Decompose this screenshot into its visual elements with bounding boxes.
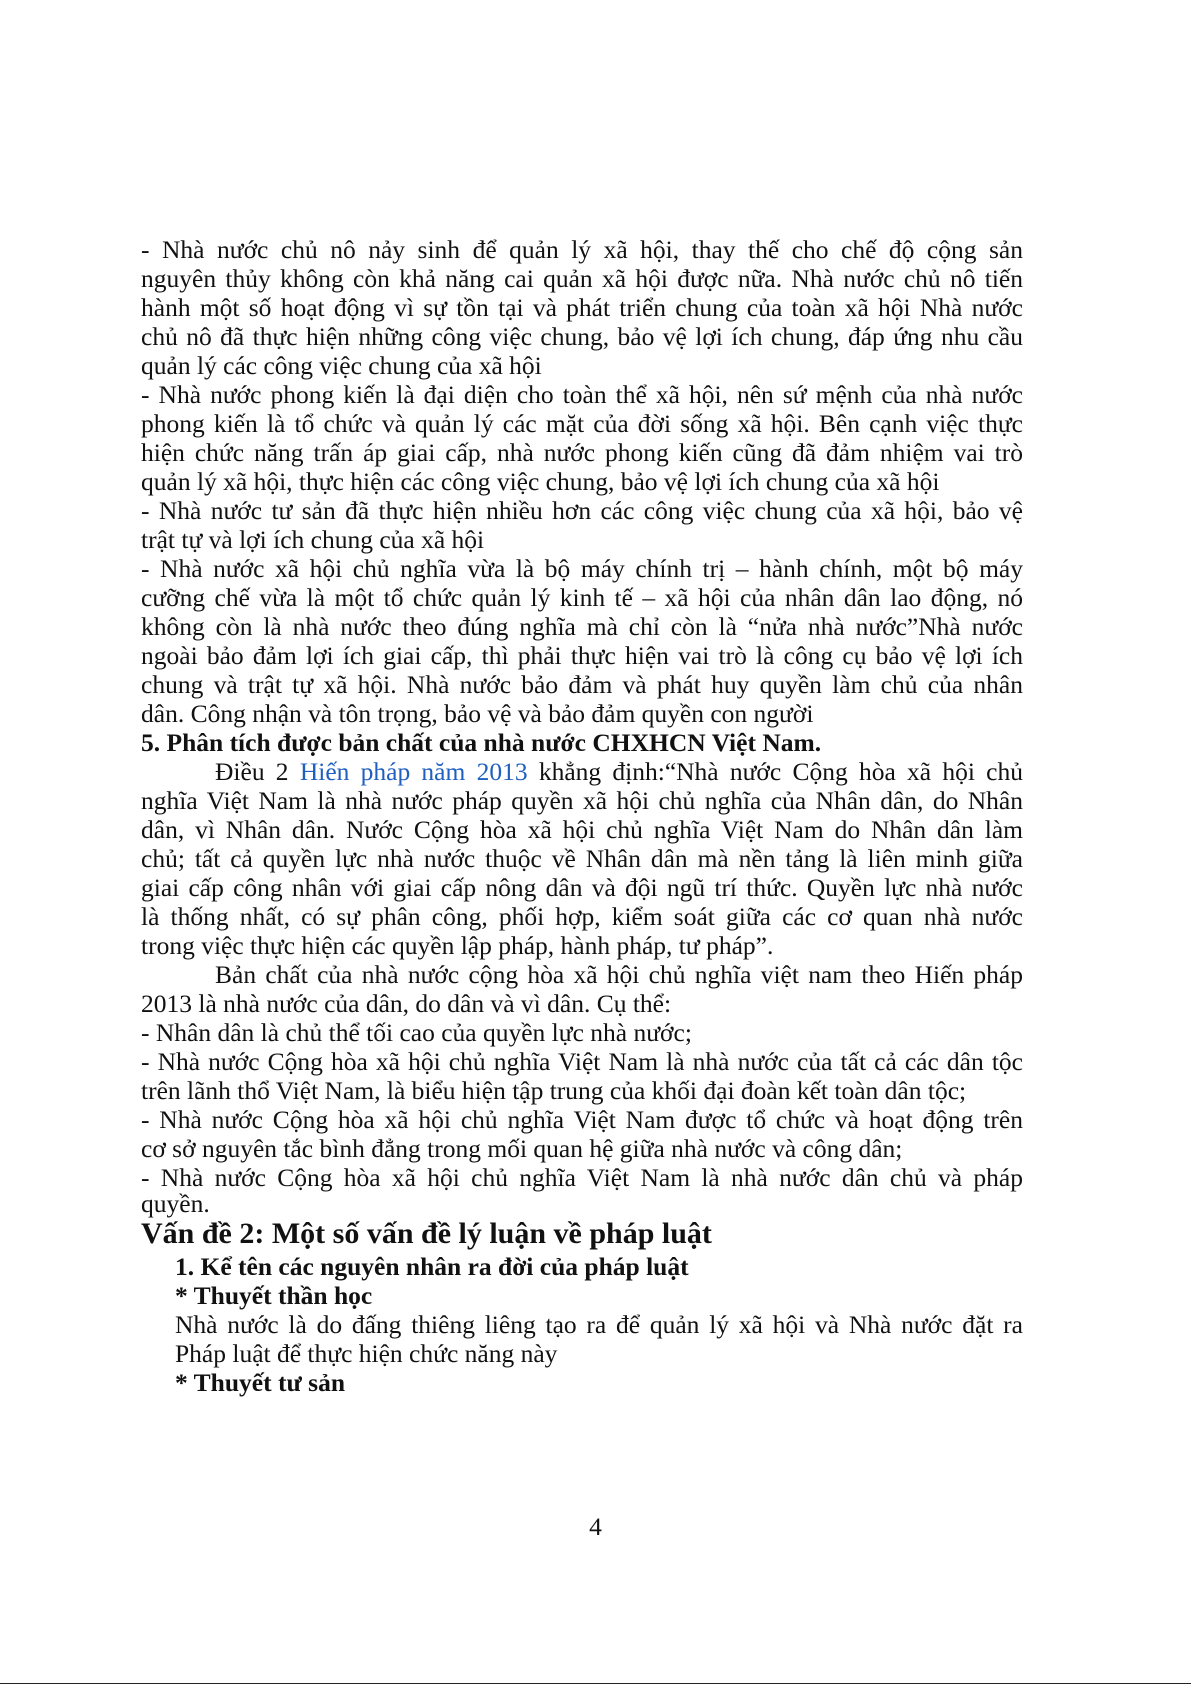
bullet-line: quyền.	[141, 1189, 210, 1218]
paragraph-line: ngoài bảo đảm lợi ích giai cấp, thì phải thực hiện vai trò là công cụ bảo vệ lợi ích	[141, 641, 1023, 670]
paragraph-line: Bản chất của nhà nước cộng hòa xã hội chủ nghĩa việt nam theo Hiến pháp	[215, 960, 1023, 989]
paragraph-line: - Nhà nước phong kiến là đại diện cho toàn thể xã hội, nên sứ mệnh của nhà nước	[141, 380, 1023, 409]
paragraph-line: trong việc thực hiện các quyền lập pháp, hành pháp, tư pháp”.	[141, 931, 774, 960]
bullet-line: - Nhân dân là chủ thể tối cao của quyền lực nhà nước;	[141, 1018, 692, 1047]
paragraph-line: chủ; tất cả quyền lực nhà nước thuộc về Nhân dân mà nền tảng là liên minh giữa	[141, 844, 1023, 873]
paragraph-line: phong kiến là tổ chức và quản lý các mặt của đời sống xã hội. Bên cạnh việc thực	[141, 409, 1023, 438]
paragraph-line: - Nhà nước xã hội chủ nghĩa vừa là bộ máy chính trị – hành chính, một bộ máy	[141, 554, 1023, 583]
question-1-heading: 1. Kể tên các nguyên nhân ra đời của pháp luật	[175, 1252, 689, 1281]
paragraph-line: - Nhà nước tư sản đã thực hiện nhiều hơn các công việc chung của xã hội, bảo vệ	[141, 496, 1023, 525]
theology-heading: * Thuyết thần học	[175, 1281, 373, 1310]
paragraph-line: nghĩa Việt Nam là nhà nước pháp quyền xã hội chủ nghĩa của Nhân dân, do Nhân	[141, 786, 1023, 815]
bourgeois-heading: * Thuyết tư sản	[175, 1368, 345, 1397]
paragraph-line: không còn là nhà nước theo đúng nghĩa mà chỉ còn là “nửa nhà nước”Nhà nước	[141, 612, 1023, 641]
paragraph-line: dân. Công nhận và tôn trọng, bảo vệ và bảo đảm quyền con người	[141, 699, 814, 728]
bullet-line: - Nhà nước Cộng hòa xã hội chủ nghĩa Việt Nam là nhà nước dân chủ và pháp	[141, 1163, 1023, 1192]
article-2-prefix: Điều 2	[215, 757, 300, 786]
page-bottom-divider	[0, 1683, 1191, 1684]
article-2-suffix: khẳng định:“Nhà nước Cộng hòa xã hội chủ	[527, 757, 1023, 786]
paragraph-line: cưỡng chế vừa là một tổ chức quản lý kinh tế – xã hội của nhân dân lao động, nó	[141, 583, 1023, 612]
paragraph-line: nguyên thủy không còn khả năng cai quản xã hội được nữa. Nhà nước chủ nô tiến	[141, 264, 1023, 293]
bullet-line: cơ sở nguyên tắc bình đẳng trong mối quan hệ giữa nhà nước và công dân;	[141, 1134, 903, 1163]
article-2-first-line	[215, 756, 1023, 787]
paragraph-line: - Nhà nước chủ nô nảy sinh để quản lý xã hội, thay thế cho chế độ cộng sản	[141, 235, 1023, 264]
paragraph-line: quản lý xã hội, thực hiện các công việc chung, bảo vệ lợi ích chung của xã hội	[141, 467, 940, 496]
section-5-heading: 5. Phân tích được bản chất của nhà nước CHXHCN Việt Nam.	[141, 728, 822, 757]
paragraph-line: Pháp luật để thực hiện chức năng này	[175, 1339, 558, 1368]
paragraph-line: quản lý các công việc chung của xã hội	[141, 351, 542, 380]
issue-2-heading: Vấn đề 2: Một số vấn đề lý luận về pháp luật	[141, 1217, 712, 1250]
paragraph-line: chủ nô đã thực hiện những công việc chung, bảo vệ lợi ích chung, đáp ứng nhu cầu	[141, 322, 1023, 351]
paragraph-line: 2013 là nhà nước của dân, do dân và vì dân. Cụ thể:	[141, 989, 672, 1018]
bullet-line: trên lãnh thổ Việt Nam, là biểu hiện tập trung của khối đại đoàn kết toàn dân tộc;	[141, 1076, 967, 1105]
paragraph-line: hành một số hoạt động vì sự tồn tại và phát triển chung của toàn xã hội Nhà nước	[141, 293, 1023, 322]
bullet-line: - Nhà nước Cộng hòa xã hội chủ nghĩa Việt Nam là nhà nước của tất cả các dân tộc	[141, 1047, 1023, 1076]
bullet-line: - Nhà nước Cộng hòa xã hội chủ nghĩa Việt Nam được tổ chức và hoạt động trên	[141, 1105, 1023, 1134]
paragraph-line: chung và trật tự xã hội. Nhà nước bảo đảm và phát huy quyền làm chủ của nhân	[141, 670, 1023, 699]
paragraph-line: Nhà nước là do đấng thiêng liêng tạo ra để quản lý xã hội và Nhà nước đặt ra	[175, 1310, 1023, 1339]
page-number: 4	[589, 1512, 602, 1541]
paragraph-line: dân, vì Nhân dân. Nước Cộng hòa xã hội chủ nghĩa Việt Nam do Nhân dân làm	[141, 815, 1023, 844]
paragraph-line: trật tự và lợi ích chung của xã hội	[141, 525, 485, 554]
paragraph-line: là thống nhất, có sự phân công, phối hợp, kiểm soát giữa các cơ quan nhà nước	[141, 902, 1023, 931]
paragraph-line: hiện chức năng trấn áp giai cấp, nhà nước phong kiến cũng đã đảm nhiệm vai trò	[141, 438, 1023, 467]
constitution-2013-link[interactable]: Hiến pháp năm 2013	[299, 757, 528, 786]
paragraph-line: giai cấp công nhân với giai cấp nông dân và đội ngũ trí thức. Quyền lực nhà nước	[141, 873, 1023, 902]
